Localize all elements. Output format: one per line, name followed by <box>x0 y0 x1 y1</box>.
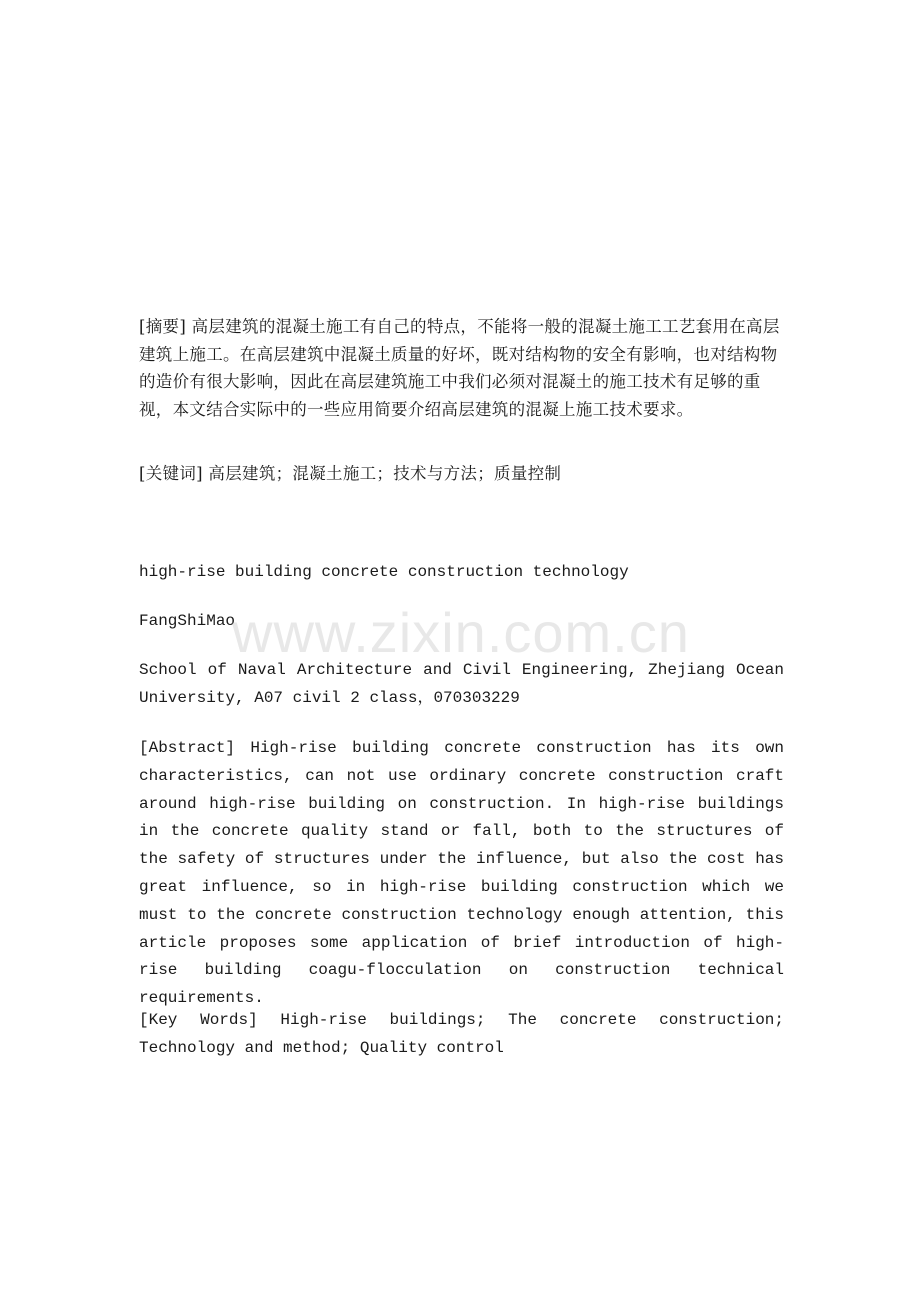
author-name: FangShiMao <box>139 612 236 630</box>
english-abstract: [Abstract] High-rise building concrete construction has its own characteristics, can not use ordinary concrete construction craft around high-rise building on construction. In high-rise buildings in the concrete quality stand or fall, both to the structures of the safety of structures under the influence, but also the cost has great influence, so in high-rise building construction which we must to the concrete construction technology enough attention, this article proposes some application of brief introduction of high-rise building coagu-flocculation on construction technical requirements. <box>139 739 784 1008</box>
english-title: high-rise building concrete construction technology <box>139 563 629 581</box>
english-keywords: [Key Words] High-rise buildings; The concrete construction; Technology and method; Quality control <box>139 1011 784 1057</box>
chinese-keywords: [关键词] 高层建筑；混凝土施工；技术与方法；质量控制 <box>139 464 562 483</box>
author-affiliation: School of Naval Architecture and Civil Engineering, Zhejiang Ocean University, A07 civil 2 class，070303229 <box>139 661 784 707</box>
chinese-abstract: [摘要] 高层建筑的混凝土施工有自己的特点，不能将一般的混凝土施工工艺套用在高层建筑上施工。在高层建筑中混凝土质量的好坏，既对结构物的安全有影响，也对结构物的造价有很大影响，因此在高层建筑施工中我们必须对混凝土的施工技术有足够的重视，本文结合实际中的一些应用简要介绍高层建筑的混凝上施工技术要求。 <box>139 317 780 419</box>
watermark: www.zixin.com.cn <box>232 601 690 664</box>
